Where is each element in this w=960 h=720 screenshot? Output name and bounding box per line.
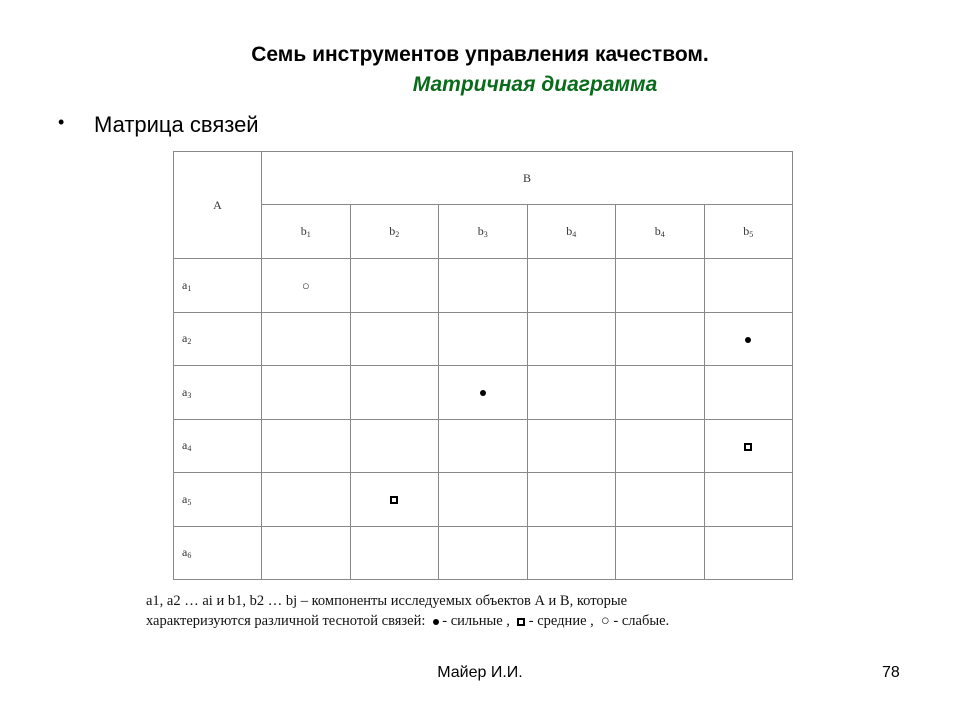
relationship-matrix xyxy=(173,151,793,580)
matrix-cell xyxy=(262,259,351,313)
column-label-index: 1 xyxy=(306,230,311,239)
matrix-cell xyxy=(616,259,705,313)
caption-line-1: a1, a2 … ai и b1, b2 … bj – компоненты исследуемых объектов А и В, которые xyxy=(146,593,628,609)
matrix-cell xyxy=(350,366,439,420)
matrix-cell xyxy=(527,366,616,420)
column-header xyxy=(262,205,351,259)
matrix-cell xyxy=(616,312,705,366)
matrix-cell xyxy=(704,526,793,580)
row-label-base: a xyxy=(182,331,188,346)
row-label xyxy=(182,492,191,506)
row-label xyxy=(182,545,191,559)
column-header xyxy=(439,205,528,259)
matrix-cell xyxy=(527,419,616,473)
column-label-index: 5 xyxy=(749,230,754,239)
matrix-cell xyxy=(350,259,439,313)
row-label-index: 5 xyxy=(187,497,192,507)
matrix-cell xyxy=(439,419,528,473)
matrix-cell xyxy=(704,473,793,527)
matrix-cell xyxy=(350,526,439,580)
matrix-cell xyxy=(262,473,351,527)
matrix-row xyxy=(174,526,793,580)
row-label-base: a xyxy=(182,438,188,453)
row-label xyxy=(182,331,191,345)
row-header xyxy=(174,312,262,366)
title-subtitle: Матричная диаграмма xyxy=(412,73,658,96)
column-label xyxy=(389,224,399,238)
matrix-row xyxy=(174,312,793,366)
caption-strong-label: - сильные , xyxy=(442,613,510,629)
column-label xyxy=(743,224,753,238)
row-label-index: 3 xyxy=(187,390,192,400)
column-header xyxy=(350,205,439,259)
medium-marker-icon xyxy=(517,618,525,626)
row-header xyxy=(174,366,262,420)
matrix-row xyxy=(174,473,793,527)
matrix-cell xyxy=(350,473,439,527)
row-label-base: a xyxy=(182,384,188,399)
column-label xyxy=(655,224,665,238)
caption-prefix: характеризуются различной теснотой связей: xyxy=(146,613,426,629)
column-label-base: b xyxy=(566,224,573,238)
row-label-index: 1 xyxy=(187,283,192,293)
row-label-index: 4 xyxy=(187,444,192,454)
bullet-dot-icon: • xyxy=(58,112,65,132)
col-set-label: B xyxy=(262,152,793,205)
column-label-base: b xyxy=(300,224,307,238)
medium-link-icon xyxy=(744,443,752,451)
matrix-cell xyxy=(704,259,793,313)
matrix-cell xyxy=(262,366,351,420)
matrix-cell xyxy=(527,526,616,580)
row-label-base: a xyxy=(182,277,188,292)
column-label-index: 4 xyxy=(660,230,665,239)
matrix-cell xyxy=(704,419,793,473)
row-label xyxy=(182,385,191,399)
matrix-cell xyxy=(439,366,528,420)
strong-marker-icon xyxy=(433,619,439,625)
row-header xyxy=(174,526,262,580)
title-main: Семь инструментов управления качеством. xyxy=(251,43,709,66)
column-label xyxy=(301,224,311,238)
weak-link-icon: ○ xyxy=(301,278,310,293)
matrix-cell xyxy=(262,419,351,473)
matrix-cell xyxy=(616,366,705,420)
footer-author: Майер И.И. xyxy=(437,664,523,681)
row-label xyxy=(182,438,191,452)
caption-medium-label: - средние , xyxy=(528,613,594,629)
column-label-index: 3 xyxy=(483,230,488,239)
weak-marker-icon: ○ xyxy=(601,613,610,629)
row-label-index: 6 xyxy=(187,551,192,561)
matrix-cell xyxy=(616,526,705,580)
matrix-cell xyxy=(527,312,616,366)
page-number: 78 xyxy=(882,664,900,681)
column-header xyxy=(527,205,616,259)
legend-caption xyxy=(146,591,669,631)
row-set-label: A xyxy=(174,152,262,259)
row-header xyxy=(174,473,262,527)
matrix-row xyxy=(174,366,793,420)
column-header xyxy=(704,205,793,259)
row-label-index: 2 xyxy=(187,337,192,347)
matrix-cell xyxy=(350,312,439,366)
matrix-cell xyxy=(439,526,528,580)
matrix-cell xyxy=(350,419,439,473)
bullet-text: Матрица связей xyxy=(94,112,259,137)
matrix-cell xyxy=(439,259,528,313)
matrix-cell xyxy=(704,312,793,366)
column-label xyxy=(478,224,488,238)
column-label xyxy=(566,224,576,238)
row-label-base: a xyxy=(182,491,188,506)
caption-line-2 xyxy=(146,611,669,631)
matrix-cell xyxy=(616,419,705,473)
row-label-base: a xyxy=(182,545,188,560)
matrix-cell xyxy=(439,312,528,366)
matrix-cell xyxy=(262,312,351,366)
matrix-cell xyxy=(262,526,351,580)
caption-weak-label: - слабые. xyxy=(613,613,670,629)
strong-link-icon xyxy=(480,390,486,396)
row-header xyxy=(174,259,262,313)
column-label-index: 4 xyxy=(572,230,577,239)
column-label-base: b xyxy=(389,224,396,238)
column-label-base: b xyxy=(654,224,661,238)
medium-link-icon xyxy=(390,496,398,504)
matrix-cell xyxy=(527,473,616,527)
matrix-cell xyxy=(527,259,616,313)
slide-title xyxy=(0,40,960,100)
matrix-row xyxy=(174,419,793,473)
matrix-cell xyxy=(704,366,793,420)
strong-link-icon xyxy=(745,337,751,343)
column-label-base: b xyxy=(743,224,750,238)
matrix-cell xyxy=(439,473,528,527)
column-label-base: b xyxy=(477,224,484,238)
column-header xyxy=(616,205,705,259)
matrix-cell xyxy=(616,473,705,527)
column-label-index: 2 xyxy=(395,230,400,239)
row-label xyxy=(182,278,191,292)
matrix-row xyxy=(174,259,793,313)
row-header xyxy=(174,419,262,473)
